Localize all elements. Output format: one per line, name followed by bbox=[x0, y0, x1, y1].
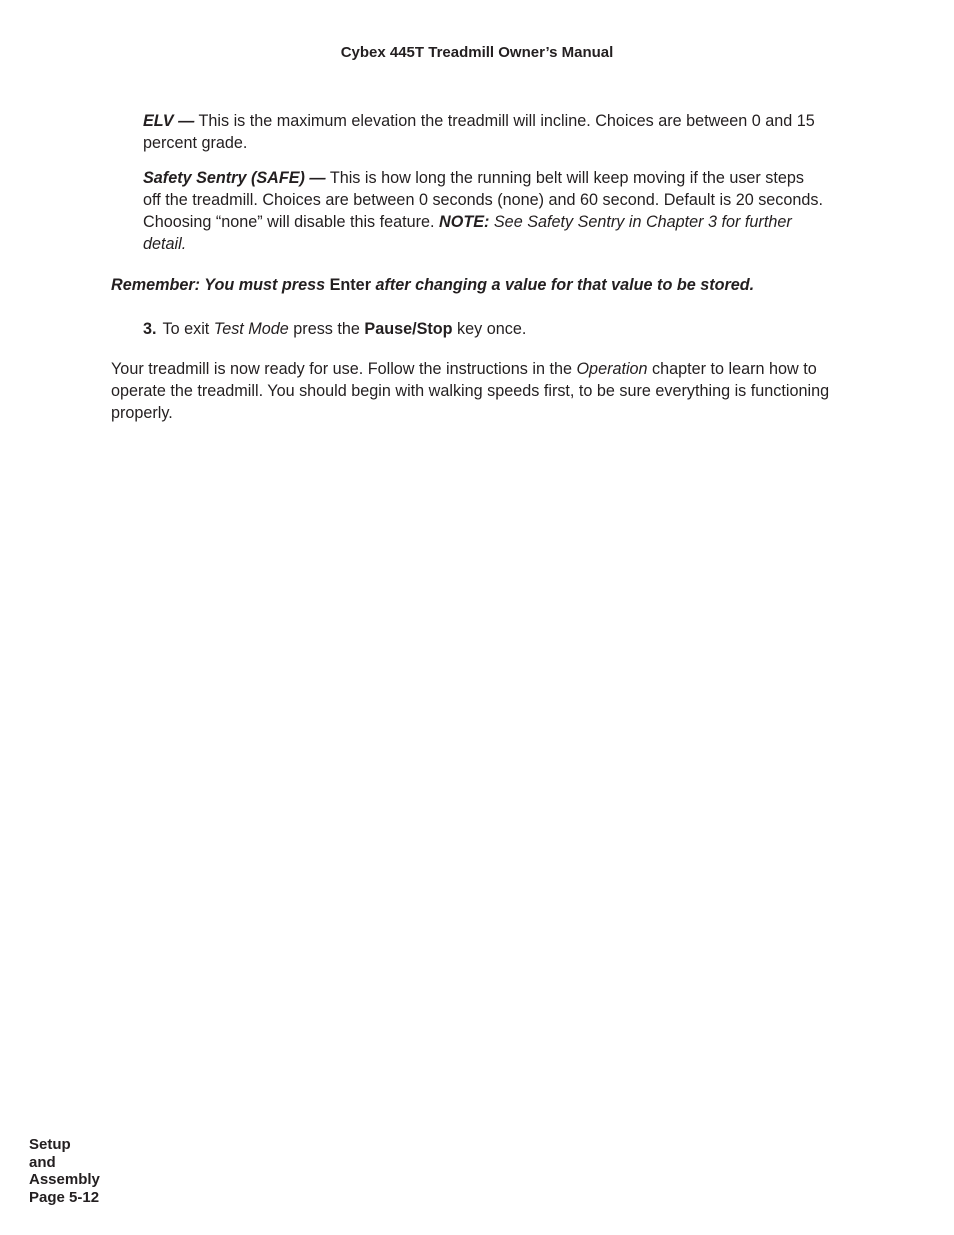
step-pause-stop-key: Pause/Stop bbox=[364, 320, 453, 338]
remember-part1: Remember: You must press bbox=[111, 276, 330, 294]
elv-description: This is the maximum elevation the treadmill will incline. Choices are between 0 and 15 percent grade. bbox=[143, 112, 815, 152]
page-footer bbox=[29, 1136, 139, 1206]
closing-operation-chapter: Operation bbox=[576, 360, 648, 378]
step-3 bbox=[143, 318, 823, 340]
remember-enter-key: Enter bbox=[329, 276, 371, 294]
step-text-3: key once. bbox=[452, 320, 527, 338]
step-text-1: To exit bbox=[162, 320, 214, 338]
safe-description: This is how long the running belt will keep moving if the user steps off the treadmill. Choices are between 0 seconds (none) and 60 second. Default is 20 seconds. Choosing “none” will disable this feature. bbox=[143, 169, 823, 231]
safe-definition bbox=[143, 167, 823, 255]
remember-part2: after changing a value for that value to be stored. bbox=[371, 276, 755, 294]
elv-term: ELV — bbox=[143, 112, 195, 130]
footer-section-line2: and bbox=[29, 1153, 56, 1171]
closing-text-1: Your treadmill is now ready for use. Follow the instructions in the bbox=[111, 360, 577, 378]
elv-definition bbox=[143, 110, 823, 154]
footer-page-number: Page 5-12 bbox=[29, 1188, 100, 1206]
safe-note-text: See Safety Sentry in Chapter 3 for further detail. bbox=[143, 213, 792, 253]
step-test-mode: Test Mode bbox=[213, 320, 289, 338]
closing-paragraph bbox=[111, 358, 831, 424]
remember-note bbox=[111, 274, 851, 296]
page-header-title: Cybex 445T Treadmill Owner’s Manual bbox=[340, 44, 614, 61]
step-text-2: press the bbox=[288, 320, 365, 338]
step-number: 3. bbox=[143, 320, 157, 338]
footer-section-line1: Setup bbox=[29, 1136, 71, 1153]
safe-term: Safety Sentry (SAFE) — bbox=[143, 169, 326, 187]
settings-definitions bbox=[143, 110, 823, 268]
safe-note-label: NOTE: bbox=[439, 213, 490, 231]
footer-section-line3: Assembly bbox=[29, 1171, 100, 1188]
closing-text-2: chapter to learn how to operate the treadmill. You should begin with walking speeds first, to be sure everything is functioning properly. bbox=[111, 360, 830, 422]
